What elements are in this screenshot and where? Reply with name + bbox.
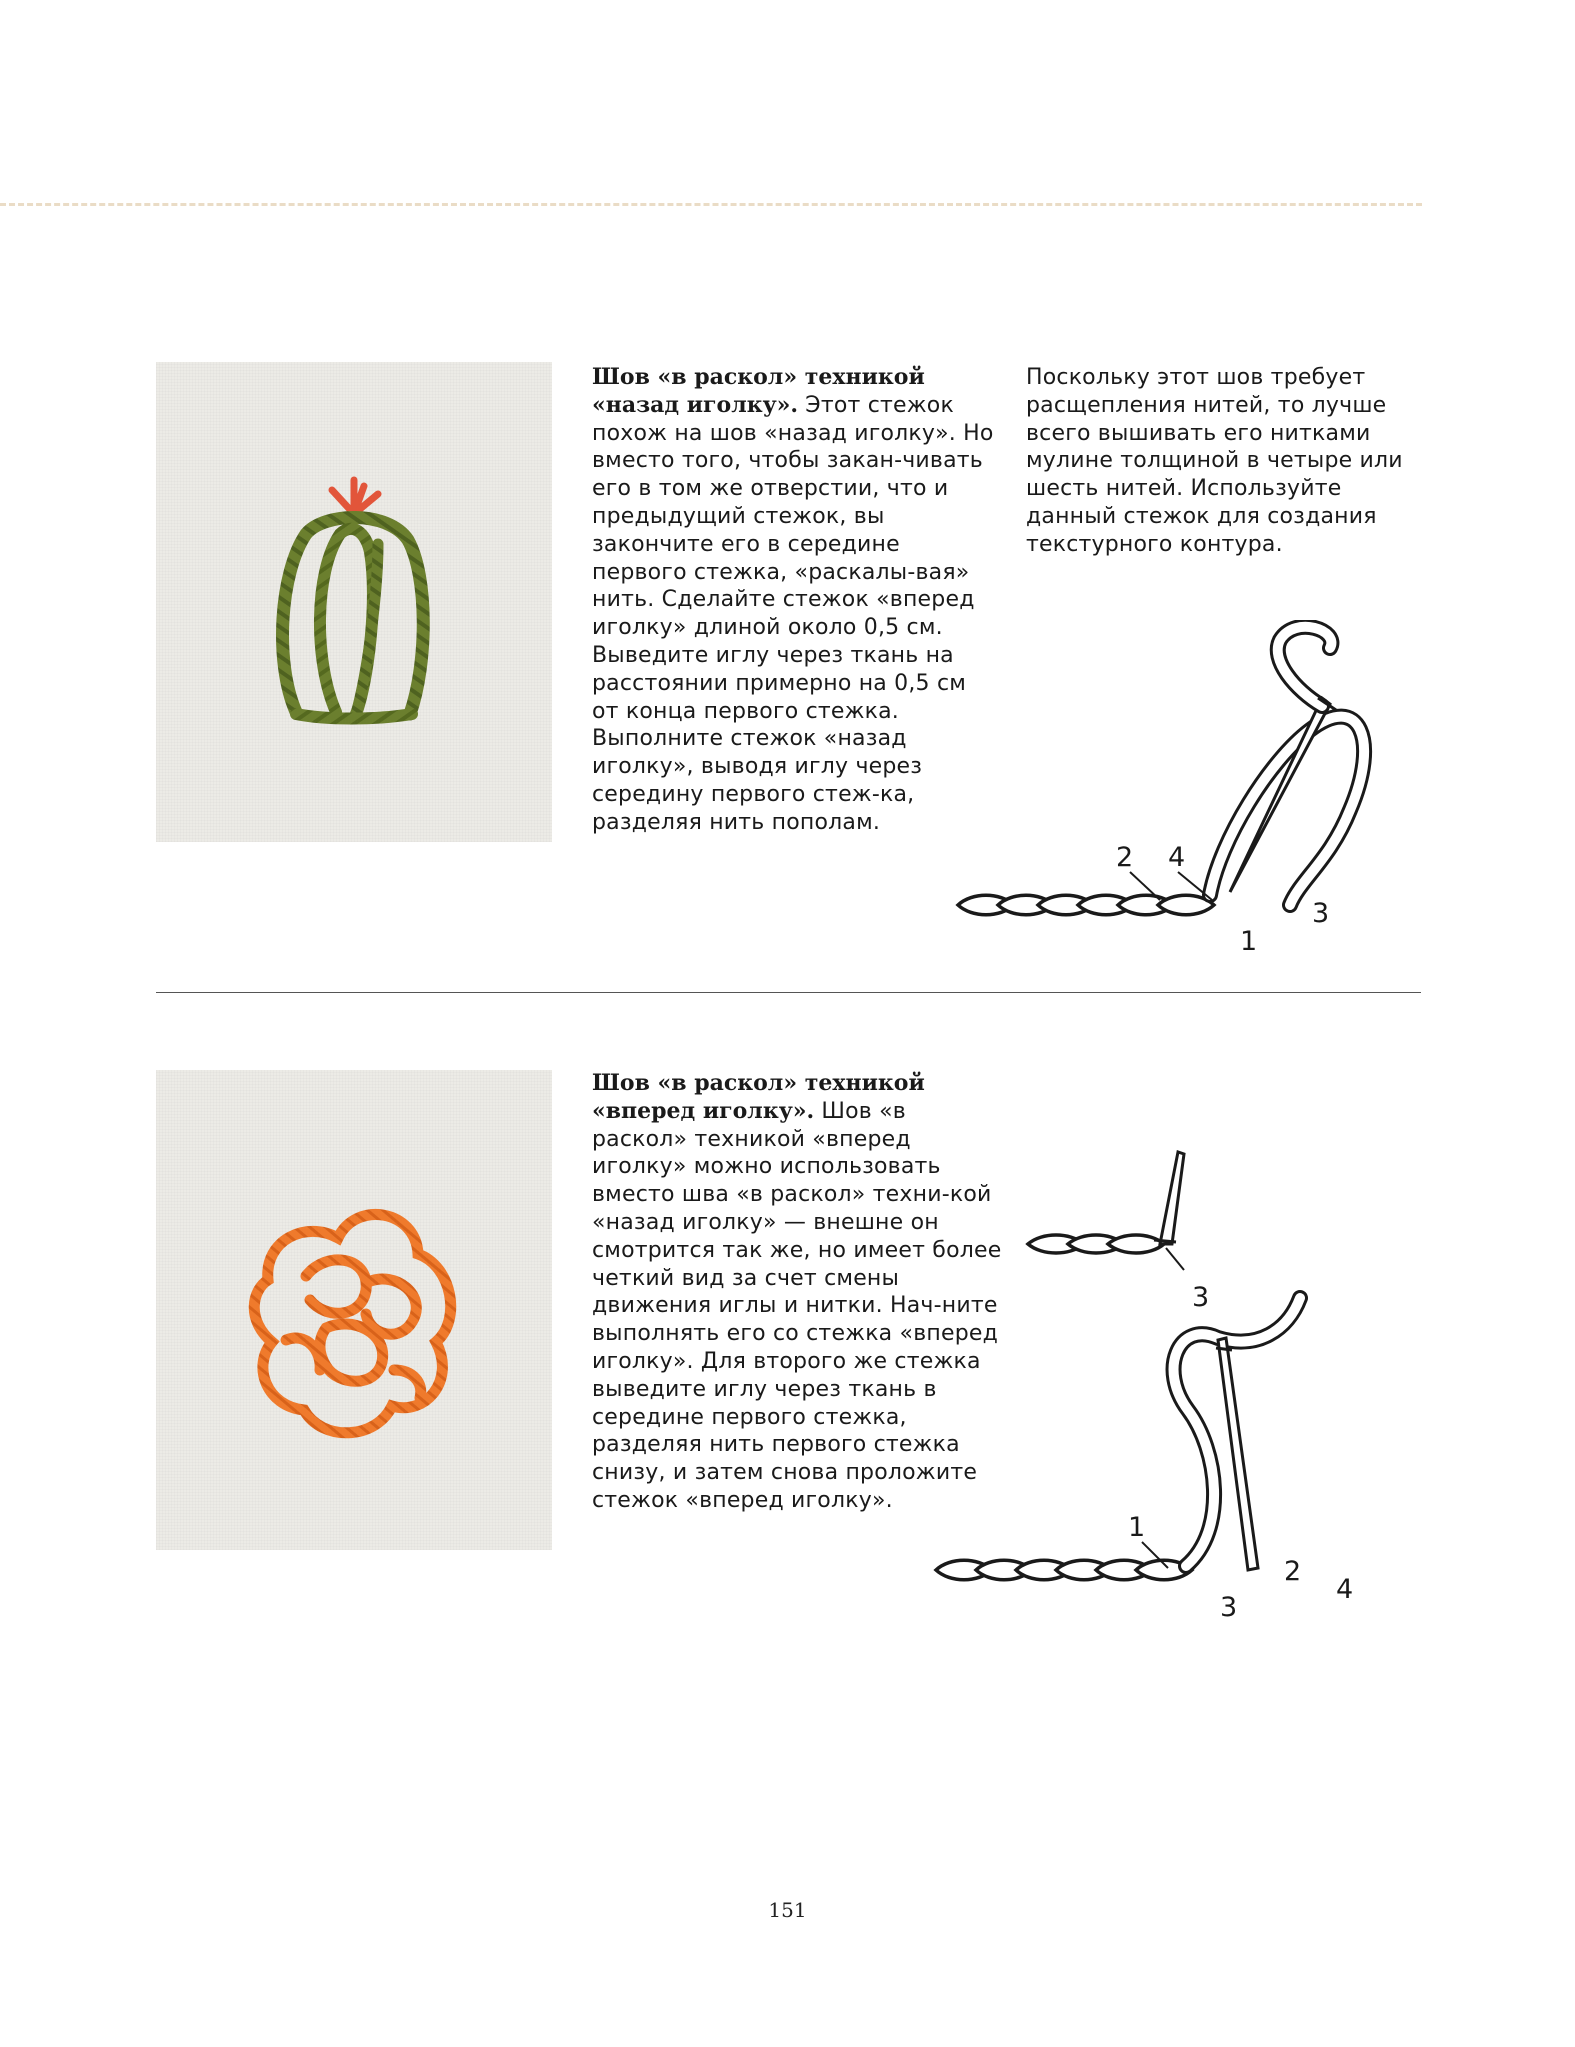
diagram3-label-3: 3 xyxy=(1220,1592,1238,1623)
page-number: 151 xyxy=(768,1898,807,1922)
diagram3-label-4: 4 xyxy=(1336,1574,1354,1605)
needle xyxy=(1160,1152,1184,1244)
needle xyxy=(1218,1338,1258,1570)
section2-heading: Шов «в раскол» техникой «вперед иголку». xyxy=(592,1070,925,1124)
diagram1-label-1: 1 xyxy=(1240,926,1258,957)
section1-text xyxy=(592,364,996,837)
running-stitch-split-diagram xyxy=(928,1280,1398,1640)
diagram3-label-1: 1 xyxy=(1128,1512,1146,1543)
stitch-segment xyxy=(1108,1235,1164,1253)
rose-embroidery-photo xyxy=(156,1070,552,1550)
section-divider xyxy=(156,992,1421,993)
section1-side-note: Поскольку этот шов требует расщепления нитей, то лучше всего вышивать его нитками мулине толщиной в четыре или шесть нитей. Используйте данный стежок для создания текстурного контура. xyxy=(1026,365,1403,557)
backstitch-split-diagram xyxy=(950,620,1420,960)
diagram1-label-4: 4 xyxy=(1168,842,1186,873)
cactus-embroidery-photo xyxy=(156,362,552,842)
diagram1-label-2: 2 xyxy=(1116,842,1134,873)
section1-heading: Шов «в раскол» техникой «назад иголку». xyxy=(592,364,925,418)
diagram1-label-3: 3 xyxy=(1312,898,1330,929)
diagram3-label-2: 2 xyxy=(1284,1556,1302,1587)
top-dashed-rule xyxy=(0,203,1422,206)
section2-body: Шов «в раскол» техникой «вперед иголку» можно использовать вместо шва «в раскол» техни-кой «назад иголку» — внешне он смотрится так же, но имеет более четкий вид за счет смены движения иглы и нитки. Нач-ните выполнять его со стежка «вперед иголку». Для второго же стежка выведите иглу через ткань в середине первого стежка, разделяя нить первого стежка снизу, и затем снова проложите стежок «вперед иголку». xyxy=(592,1098,1002,1513)
diagram2-label-3-top: 3 xyxy=(1192,1282,1210,1313)
section1-body: Этот стежок похож на шов «назад иголку». Но вместо того, чтобы закан-чивать его в том же отверстии, что и предыдущий стежок, вы закончите его в середине первого стежка, «раскалы-вая» нить. Сделайте стежок «вперед иголку» длиной около 0,5 см. Выведите иглу через ткань на расстоянии примерно на 0,5 см от конца первого стежка. Выполните стежок «назад иголку», выводя иглу через середину первого стеж-ка, разделяя нить пополам. xyxy=(592,392,994,835)
